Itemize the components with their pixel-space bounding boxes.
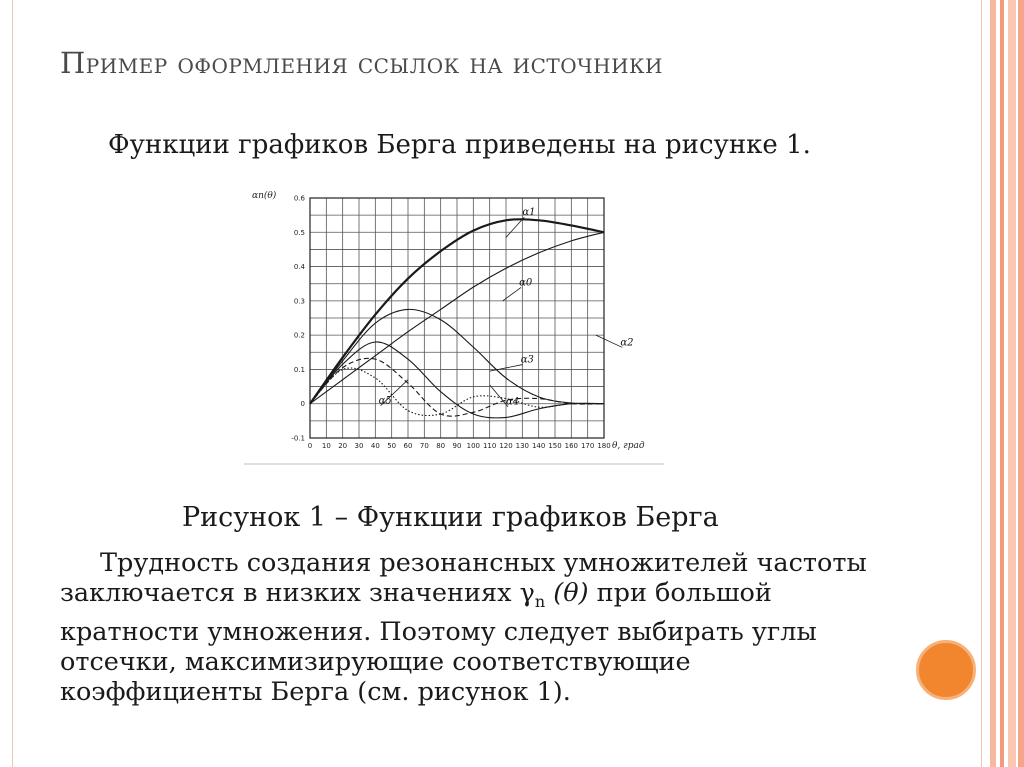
- x-tick-label: 60: [403, 442, 413, 450]
- y-axis-label: αn(θ): [252, 191, 277, 201]
- slide-title: Пример оформления ссылок на источники: [60, 46, 663, 80]
- body-text-b: при большой кратности умножения. Поэтому следует выбирать углы отсечки, максимизирующие соответствующие коэффициенты Берга (см. рисунок 1).: [60, 578, 817, 708]
- y-tick-label: -0.1: [291, 434, 305, 443]
- series-label: α1: [522, 207, 536, 219]
- x-tick-label: 120: [499, 442, 513, 450]
- intro-text: Функции графиков Берга приведены на рисунке 1.: [108, 130, 811, 160]
- decor-stripe-4: [1018, 0, 1024, 767]
- body-text-a: Трудность создания резонансных умножителей частоты заключается в низких значениях: [60, 548, 867, 608]
- berg-functions-chart: [244, 184, 674, 469]
- x-tick-label: 80: [436, 442, 446, 450]
- series-label: α4: [506, 396, 520, 408]
- x-tick-label: 50: [387, 442, 397, 450]
- x-tick-label: 180: [597, 442, 611, 450]
- decor-stripe-2: [1000, 0, 1004, 767]
- x-tick-label: 30: [354, 442, 364, 450]
- x-tick-label: 20: [338, 442, 348, 450]
- series-label: α0: [519, 277, 533, 289]
- decor-circle: [916, 640, 976, 700]
- x-tick-label: 140: [531, 442, 546, 450]
- series-leader: [596, 335, 623, 347]
- gamma-symbol: γ: [519, 578, 535, 608]
- x-tick-label: 100: [466, 442, 481, 450]
- y-tick-label: 0.6: [293, 194, 305, 203]
- intro-paragraph: [60, 128, 900, 162]
- gamma-subscript: n: [534, 592, 546, 612]
- y-tick-label: 0.5: [293, 228, 305, 237]
- decor-stripe-3: [1008, 0, 1016, 767]
- x-tick-label: 10: [321, 442, 331, 450]
- x-tick-label: 0: [307, 442, 313, 450]
- series-label: α5: [378, 395, 392, 407]
- y-tick-label: 0.4: [293, 263, 305, 272]
- figure-caption: Рисунок 1 – Функции графиков Берга: [182, 502, 719, 533]
- theta-symbol: (θ): [545, 578, 597, 608]
- x-tick-label: 150: [548, 442, 562, 450]
- x-tick-label: 170: [580, 442, 595, 450]
- series-label: α3: [520, 354, 534, 366]
- x-tick-label: 130: [515, 442, 530, 450]
- x-tick-label: 160: [564, 442, 579, 450]
- y-tick-label: 0.3: [293, 297, 305, 306]
- x-tick-label: 70: [419, 442, 429, 450]
- y-tick-label: 0: [300, 400, 305, 409]
- y-tick-label: 0.2: [293, 331, 305, 340]
- decor-stripe-1: [990, 0, 996, 767]
- series-leader: [503, 287, 521, 300]
- x-tick-label: 40: [370, 442, 380, 450]
- series-label: α2: [620, 337, 634, 349]
- x-tick-label: 90: [452, 442, 462, 450]
- body-paragraph: [60, 548, 900, 707]
- y-tick-label: 0.1: [293, 365, 305, 374]
- x-tick-label: 110: [482, 442, 497, 450]
- x-axis-label: θ, град: [612, 441, 645, 451]
